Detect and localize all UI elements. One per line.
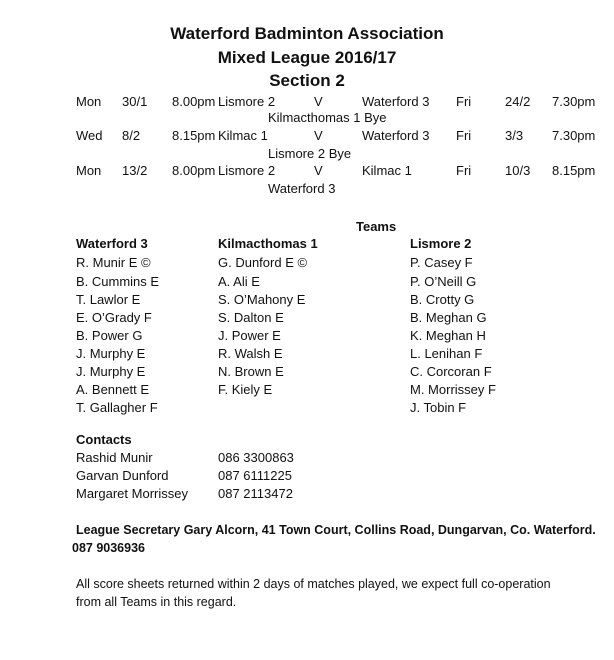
player-entry: G. Dunford E © — [218, 255, 308, 270]
document-title: Waterford Badminton Association — [170, 24, 444, 43]
fixture-day: Mon — [76, 163, 102, 178]
fixture-versus: V — [314, 128, 323, 143]
player-entry: L. Lenihan F — [410, 346, 483, 361]
teams-heading: Teams — [356, 219, 397, 234]
return-day: Fri — [456, 163, 472, 178]
player-entry: B. Meghan G — [410, 310, 487, 325]
player-entry: J. Murphy E — [76, 364, 146, 379]
player-entry: J. Murphy E — [76, 346, 146, 361]
fixture-away-team: Kilmac 1 — [362, 163, 412, 178]
return-date: 24/2 — [505, 94, 531, 109]
team-name: Kilmacthomas 1 — [218, 236, 318, 251]
player-entry: T. Gallagher F — [76, 400, 158, 415]
fixture-time: 8.00pm — [172, 94, 216, 109]
player-entry: M. Morrissey F — [410, 382, 496, 397]
return-time: 8.15pm — [552, 163, 596, 178]
player-entry: C. Corcoran F — [410, 364, 492, 379]
contact-phone: 086 3300863 — [218, 450, 294, 465]
fixture-versus: V — [314, 94, 323, 109]
player-entry: S. Dalton E — [218, 310, 284, 325]
player-entry: N. Brown E — [218, 364, 284, 379]
league-secretary: League Secretary Gary Alcorn, 41 Town Court, Collins Road, Dungarvan, Co. Waterford. — [76, 523, 596, 537]
player-entry: F. Kiely E — [218, 382, 273, 397]
fixture-day: Mon — [76, 94, 102, 109]
league-title: Mixed League 2016/17 — [217, 48, 397, 67]
secretary-phone: 087 9036936 — [72, 541, 145, 555]
return-time: 7.30pm — [552, 128, 596, 143]
score-sheet-note-continued: from all Teams in this regard. — [76, 595, 237, 609]
fixture-day: Wed — [76, 128, 103, 143]
player-entry: T. Lawlor E — [76, 292, 141, 307]
contact-name: Garvan Dunford — [76, 468, 169, 483]
fixture-time: 8.15pm — [172, 128, 216, 143]
player-entry: A. Bennett E — [76, 382, 149, 397]
fixture-away-team: Waterford 3 — [362, 94, 430, 109]
player-entry: J. Power E — [218, 328, 281, 343]
fixture-versus: V — [314, 163, 323, 178]
fixture-date: 13/2 — [122, 163, 148, 178]
fixture-away-team: Waterford 3 — [362, 128, 430, 143]
player-entry: R. Walsh E — [218, 346, 283, 361]
fixture-date: 8/2 — [122, 128, 141, 143]
player-entry: B. Cummins E — [76, 274, 160, 289]
contacts-heading: Contacts — [76, 432, 132, 447]
fixture-home-team: Lismore 2 — [218, 94, 276, 109]
player-entry: K. Meghan H — [410, 328, 486, 343]
return-day: Fri — [456, 128, 472, 143]
fixture-date: 30/1 — [122, 94, 148, 109]
team-name: Lismore 2 — [410, 236, 472, 251]
player-entry: A. Ali E — [218, 274, 260, 289]
player-entry: B. Power G — [76, 328, 143, 343]
player-entry: P. Casey F — [410, 255, 473, 270]
return-date: 10/3 — [505, 163, 531, 178]
team-name: Waterford 3 — [76, 236, 148, 251]
player-entry: P. O’Neill G — [410, 274, 477, 289]
section-title: Section 2 — [269, 71, 345, 90]
bye-note: Waterford 3 — [268, 181, 336, 196]
contact-name: Margaret Morrissey — [76, 486, 188, 501]
return-time: 7.30pm — [552, 94, 596, 109]
contact-name: Rashid Munir — [76, 450, 153, 465]
fixture-home-team: Kilmac 1 — [218, 128, 268, 143]
score-sheet-note: All score sheets returned within 2 days of matches played, we expect full co-operation — [76, 577, 551, 591]
player-entry: E. O’Grady F — [76, 310, 152, 325]
return-date: 3/3 — [505, 128, 524, 143]
player-entry: J. Tobin F — [410, 400, 467, 415]
player-entry: R. Munir E © — [76, 255, 151, 270]
bye-note: Lismore 2 Bye — [268, 146, 352, 161]
fixture-home-team: Lismore 2 — [218, 163, 276, 178]
contact-phone: 087 6111225 — [218, 468, 292, 483]
bye-note: Kilmacthomas 1 Bye — [268, 110, 387, 125]
player-entry: S. O’Mahony E — [218, 292, 306, 307]
contact-phone: 087 2113472 — [218, 486, 293, 501]
fixture-time: 8.00pm — [172, 163, 216, 178]
player-entry: B. Crotty G — [410, 292, 475, 307]
return-day: Fri — [456, 94, 472, 109]
